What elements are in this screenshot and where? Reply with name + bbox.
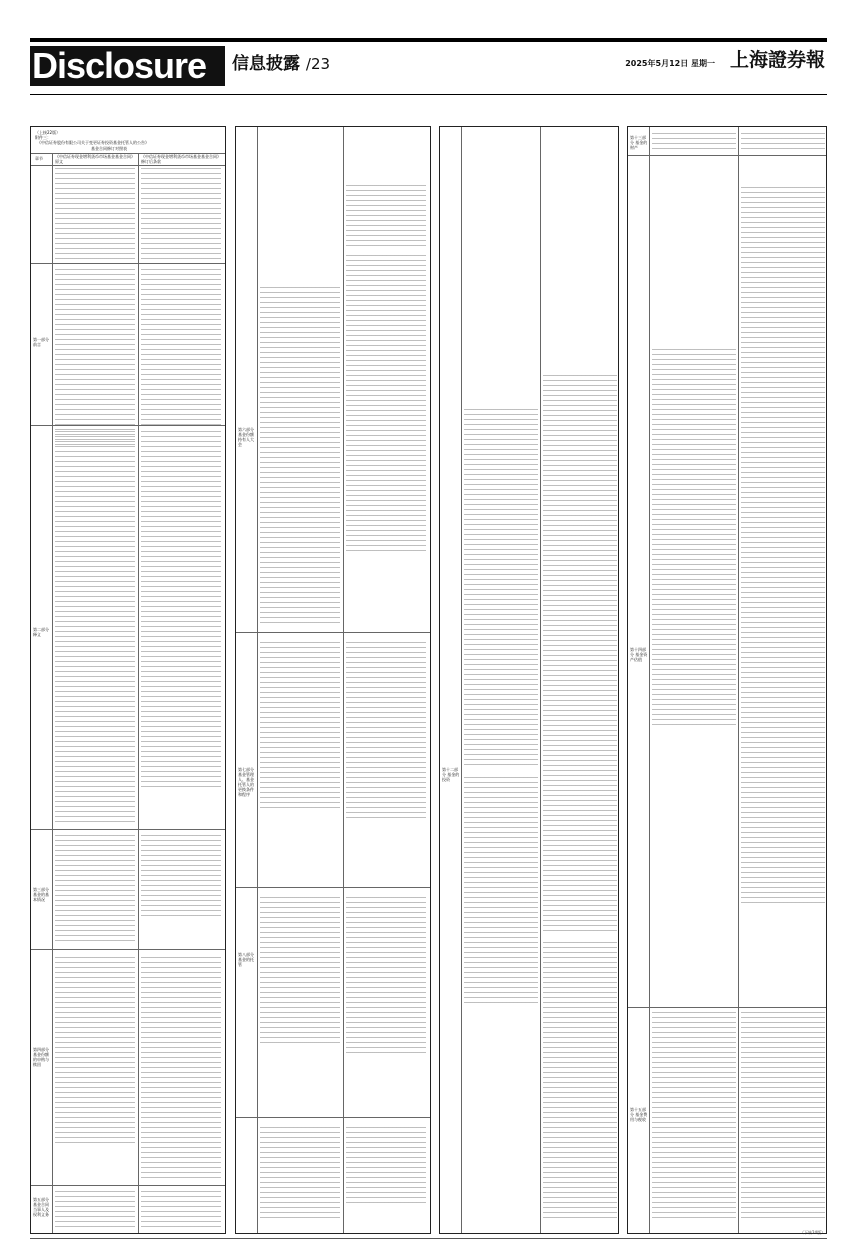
row3-revised xyxy=(141,835,221,920)
col4-block-original-b xyxy=(652,1012,736,1222)
column-3 xyxy=(439,126,619,1234)
column-2 xyxy=(235,126,431,1234)
row3-original xyxy=(55,835,135,945)
row-label-10: 第十三部分 基金的财产 xyxy=(630,135,648,150)
row5-original xyxy=(55,1191,135,1231)
row2-original xyxy=(55,431,135,826)
row-label-12: 第十五部分 基金费用与税收 xyxy=(630,1107,648,1122)
row-label-5: 第五部分 基金合同当事人及权利义务 xyxy=(33,1197,49,1217)
col2-block-original-d xyxy=(260,1127,340,1222)
row1-original xyxy=(55,269,135,449)
col4-block-revised-b xyxy=(741,1012,825,1222)
column-4 xyxy=(627,126,827,1234)
header-original: 《中信证券现金增利货币市场基金基金合同》原文 xyxy=(55,154,135,164)
row-label-2: 第二部分 释义 xyxy=(33,627,49,637)
date: 2025年5月12日 xyxy=(625,59,689,68)
col2-block-revised-c xyxy=(346,897,426,1057)
section-title xyxy=(232,52,330,76)
row-label-3: 第三部分 基金的基本情况 xyxy=(33,887,49,902)
row-label-8: 第八部分 基金的托管 xyxy=(238,952,254,967)
page-number: /23 xyxy=(305,55,331,73)
col2-block-original-c xyxy=(260,897,340,1047)
row5-revised xyxy=(141,1191,221,1229)
newspaper-name: 上海證券報 xyxy=(729,49,825,71)
row2-revised xyxy=(141,431,221,791)
rows-block-a xyxy=(55,168,135,260)
col4-block-original-a xyxy=(652,349,736,729)
table-col-divider-2 xyxy=(138,153,139,1233)
doc-subtitle: 基金合同修订对照表 xyxy=(91,146,127,151)
col2-block-original-b xyxy=(260,642,340,812)
row-label-1: 第一部分 前言 xyxy=(33,337,49,347)
col2-block-revised-a xyxy=(346,255,426,555)
col4-top-revised xyxy=(741,133,825,151)
col2-block-revised-b xyxy=(346,642,426,822)
col4-block-revised-a xyxy=(741,187,825,907)
table-col-divider-1 xyxy=(52,153,53,1233)
col2-top-revised xyxy=(346,185,426,250)
row-label-4: 第四部分 基金份额的申购与赎回 xyxy=(33,1047,49,1067)
column-1 xyxy=(30,126,226,1234)
header-chapter: 章节 xyxy=(35,156,43,161)
continued-from: （上接22版） xyxy=(35,130,61,135)
col2-block-revised-d xyxy=(346,1127,426,1207)
bottom-rule xyxy=(30,1238,827,1239)
col3-block-revised-b xyxy=(543,942,617,1222)
top-rule xyxy=(30,38,827,42)
weekday: 星期一 xyxy=(691,59,715,68)
masthead-rule xyxy=(30,94,827,95)
row-label-9: 第十二部分 基金的投资 xyxy=(442,767,460,782)
masthead xyxy=(30,46,827,86)
col3-block-original-a xyxy=(464,409,538,769)
appendix-label: 附件三： xyxy=(35,135,51,140)
col4-top-original xyxy=(652,133,736,151)
row4-revised xyxy=(141,957,221,1182)
rows-block-a-rev xyxy=(141,168,221,260)
row1-revised xyxy=(141,269,221,429)
row4-original xyxy=(55,957,135,1147)
col3-block-revised-a xyxy=(543,375,617,935)
dateline xyxy=(625,58,715,70)
continued-to: （下转24版） xyxy=(800,1230,826,1235)
row-label-6: 第六部分 基金份额持有人大会 xyxy=(238,427,254,447)
col3-block-original-b xyxy=(464,777,538,1007)
table-header-rule xyxy=(31,165,225,166)
section-name: 信息披露 xyxy=(232,54,300,74)
col2-block-original-a xyxy=(260,287,340,627)
doc-title: 《中信证券股份有限公司关于变更证券投资基金托管人的公告》 xyxy=(37,140,149,145)
row-label-11: 第十四部分 基金资产估值 xyxy=(630,647,648,662)
row-label-7: 第七部分 基金管理人、基金托管人的更换条件和程序 xyxy=(238,767,254,797)
brand-logo: Disclosure xyxy=(30,46,225,86)
header-revised: 《中信证券现金增利货币市场基金基金合同》修订后条款 xyxy=(141,154,221,164)
